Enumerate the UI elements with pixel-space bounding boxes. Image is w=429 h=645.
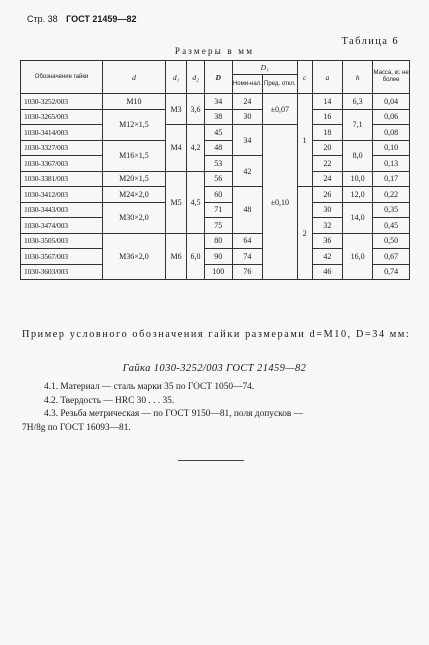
table-row	[21, 140, 410, 156]
cell-designation: 1030-3567/003	[21, 249, 103, 265]
example-designation: Гайка 1030-3252/003 ГОСТ 21459—82	[122, 363, 307, 374]
cell-a: 36	[312, 233, 342, 249]
cell-mass: 0,13	[373, 156, 410, 172]
requirements-list	[22, 381, 417, 435]
cell-D1-nominal: 64	[232, 233, 262, 249]
cell-a: 42	[312, 249, 342, 265]
cell-D: 75	[204, 218, 232, 234]
item-thread: 4.3. Резьба метрическая — по ГОСТ 9150—81, поля допусков —	[44, 409, 304, 419]
cell-h: 10,0	[342, 171, 372, 187]
cell-h: 14,0	[342, 202, 372, 233]
cell-d: M12×1,5	[103, 109, 166, 140]
cell-D1-tolerance: ±0,07	[263, 94, 298, 125]
cell-d2: 4,5	[187, 171, 204, 233]
table-label: Таблица 6	[341, 36, 399, 47]
cell-D1-nominal: 76	[232, 264, 262, 280]
cell-D: 60	[204, 187, 232, 203]
table-caption: Размеры в мм	[174, 46, 255, 56]
col-h: h	[342, 61, 372, 94]
cell-designation: 1030-3474/003	[21, 218, 103, 234]
cell-designation: 1030-3367/003	[21, 156, 103, 172]
cell-a: 16	[312, 109, 342, 125]
cell-a: 32	[312, 218, 342, 234]
cell-h: 16,0	[342, 233, 372, 280]
cell-d: M24×2,0	[103, 187, 166, 203]
cell-mass: 0,67	[373, 249, 410, 265]
item-hardness: 4.2. Твердость — HRC 30 . . . 35.	[44, 395, 175, 406]
end-rule	[178, 460, 244, 461]
cell-d: M10	[103, 94, 166, 110]
cell-designation: 1030-3443/003	[21, 202, 103, 218]
dimensions-table	[20, 60, 410, 280]
cell-h: 7,1	[342, 109, 372, 140]
item-material: 4.1. Материал — сталь марки 35 по ГОСТ 1050—74.	[44, 382, 255, 392]
cell-designation: 1030-3265/003	[21, 109, 103, 125]
cell-D: 56	[204, 171, 232, 187]
cell-mass: 0,22	[373, 187, 410, 203]
cell-D1-nominal: 30	[232, 109, 262, 125]
cell-designation: 1030-3412/003	[21, 187, 103, 203]
cell-d: M36×2,0	[103, 233, 166, 280]
table-row	[21, 94, 410, 110]
cell-d1: M5	[165, 171, 187, 233]
page-number: Стр. 38	[27, 14, 58, 24]
cell-d1: M3	[165, 94, 187, 125]
col-d2: d₂	[187, 61, 204, 94]
cell-h: 6,3	[342, 94, 372, 110]
cell-D: 34	[204, 94, 232, 110]
col-D: D	[204, 61, 232, 94]
cell-mass: 0,17	[373, 171, 410, 187]
col-mass: Масса, кг, не более	[373, 61, 410, 94]
cell-a: 18	[312, 125, 342, 141]
page-header	[27, 14, 136, 24]
col-c: c	[297, 61, 312, 94]
cell-a: 46	[312, 264, 342, 280]
cell-mass: 0,08	[373, 125, 410, 141]
cell-mass: 0,35	[373, 202, 410, 218]
cell-D1-tolerance: ±0,10	[263, 125, 298, 280]
cell-d: M16×1,5	[103, 140, 166, 171]
example-text: Пример условного обозначения гайки размерами d=M10, D=34 мм:	[22, 329, 411, 340]
cell-designation: 1030-3505/003	[21, 233, 103, 249]
cell-D: 48	[204, 140, 232, 156]
cell-D1-nominal: 48	[232, 187, 262, 234]
cell-designation: 1030-3252/003	[21, 94, 103, 110]
cell-d1: M6	[165, 233, 187, 280]
cell-d: M30×2,0	[103, 202, 166, 233]
cell-a: 20	[312, 140, 342, 156]
cell-D: 80	[204, 233, 232, 249]
col-d1: d₁	[165, 61, 187, 94]
cell-D: 45	[204, 125, 232, 141]
cell-mass: 0,10	[373, 140, 410, 156]
cell-D: 38	[204, 109, 232, 125]
col-D1-nominal: Номи-нал.	[232, 75, 262, 94]
item-thread-tolerance: 7H/8g по ГОСТ 16093—81.	[22, 422, 131, 433]
cell-h: 8,0	[342, 140, 372, 171]
cell-D1-nominal: 74	[232, 249, 262, 265]
cell-c: 2	[297, 187, 312, 280]
cell-mass: 0,45	[373, 218, 410, 234]
table-row	[21, 109, 410, 125]
cell-D: 90	[204, 249, 232, 265]
cell-mass: 0,50	[373, 233, 410, 249]
cell-designation: 1030-3414/003	[21, 125, 103, 141]
table-row	[21, 187, 410, 203]
table-row	[21, 202, 410, 218]
cell-d2: 4,2	[187, 125, 204, 172]
cell-a: 26	[312, 187, 342, 203]
cell-designation: 1030-3603/003	[21, 264, 103, 280]
cell-a: 14	[312, 94, 342, 110]
cell-a: 30	[312, 202, 342, 218]
cell-D1-nominal: 42	[232, 156, 262, 187]
cell-D: 53	[204, 156, 232, 172]
cell-d1: M4	[165, 125, 187, 172]
cell-a: 24	[312, 171, 342, 187]
cell-c: 1	[297, 94, 312, 187]
cell-D1-nominal: 34	[232, 125, 262, 156]
table-row	[21, 233, 410, 249]
col-designation: Обозначение гайки	[21, 61, 103, 94]
cell-mass: 0,06	[373, 109, 410, 125]
cell-mass: 0,04	[373, 94, 410, 110]
col-d: d	[103, 61, 166, 94]
cell-designation: 1030-3327/003	[21, 140, 103, 156]
col-a: a	[312, 61, 342, 94]
table-row	[21, 171, 410, 187]
cell-D1-nominal: 24	[232, 94, 262, 110]
col-D1: D₁	[232, 61, 297, 75]
cell-D: 100	[204, 264, 232, 280]
cell-d2: 3,6	[187, 94, 204, 125]
cell-designation: 1030-3381/003	[21, 171, 103, 187]
cell-h: 12,0	[342, 187, 372, 203]
cell-d2: 6,0	[187, 233, 204, 280]
cell-a: 22	[312, 156, 342, 172]
cell-mass: 0,74	[373, 264, 410, 280]
cell-d: M20×1,5	[103, 171, 166, 187]
standard-code: ГОСТ 21459—82	[66, 14, 137, 24]
cell-D: 71	[204, 202, 232, 218]
col-D1-tolerance: Пред. откл.	[263, 75, 298, 94]
